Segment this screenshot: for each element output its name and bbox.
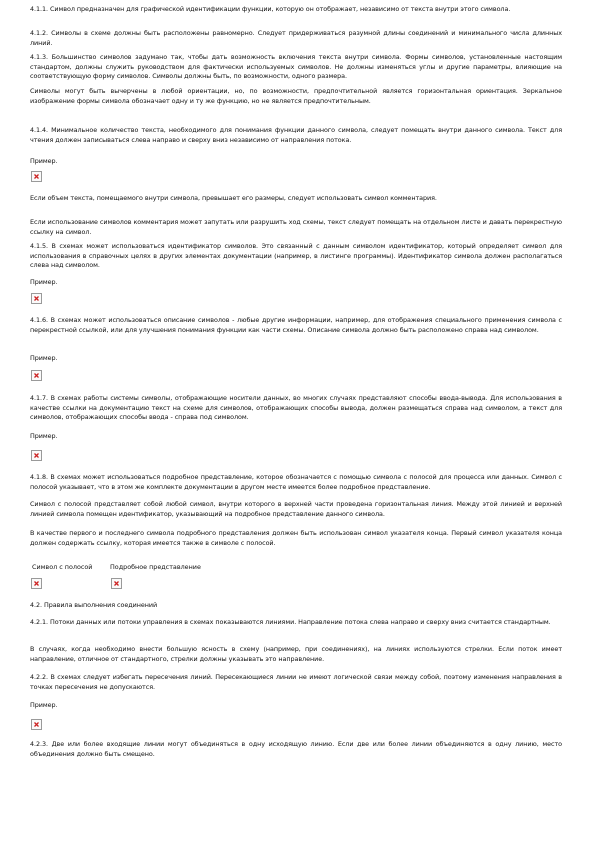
example-label: Пример. [30, 354, 58, 362]
paragraph-comment-symbol: Если объем текста, помещаемого внутри символа, превышает его размеры, следует использовать символ комментария. [30, 194, 437, 202]
broken-image-icon [31, 370, 42, 381]
paragraph-4-2-2: 4.2.2. В схемах следует избегать пересечения линий. Пересекающиеся линии не имеют логической связи между собой, поэтому изменения направления в точках пересечения не допускаются. [30, 673, 562, 691]
broken-image-icon [31, 578, 42, 589]
broken-image-icon [31, 171, 42, 182]
paragraph-4-1-3: 4.1.3. Большинство символов задумано так, чтобы дать возможность включения текста внутри символа. Формы символов, установленные настоящим стандартом, должны служить руководством для фактически используемых символов. Не должны изменяться углы и другие параметры, влияющие на соответствующую форму символов. Символы должны быть, по возможности, одного размера. [30, 53, 562, 81]
paragraph-4-1-7: 4.1.7. В схемах работы системы символы, отображающие носители данных, во многих случаях представляют способы ввода-вывода. Для использования в качестве ссылки на документацию текст на схеме для символов, отображающих способы вывода, должен размещаться справа над символом, а текст для символов, отображающих способы ввода - справа под символом. [30, 394, 562, 422]
paragraph-4-1-5: 4.1.5. В схемах может использоваться идентификатор символов. Это связанный с данным символом идентификатор, который определяет символ для использования в справочных целях в других элементах документации (например, в листинге программы). Идентификатор символа должен располагаться слева над символом. [30, 242, 562, 270]
example-label: Пример. [30, 278, 58, 286]
paragraph-4-1-6: 4.1.6. В схемах может использоваться описание символов - любые другие информации, например, для отображения специального применения символа с перекрестной ссылкой, или для улучшения понимания функции как части схемы. Описание символа должно быть расположено справа над символом. [30, 316, 562, 334]
broken-image-icon [31, 719, 42, 730]
paragraph-4-1-1: 4.1.1. Символ предназначен для графической идентификации функции, которую он отображает, независимо от текста внутри этого символа. [30, 5, 511, 13]
paragraph-striped-symbol: Символ с полосой представляет собой любой символ, внутри которого в верхней части проведена горизонтальная линия. Между этой линией и верхней линией символа помещен идентификатор, указывающий на подробное представление данного символа. [30, 500, 562, 518]
paragraph-terminator: В качестве первого и последнего символа подробного представления должен быть использован символ указателя конца. Первый символ указателя конца должен содержать ссылку, которая имеется также в символе с полосой. [30, 529, 562, 547]
broken-image-icon [111, 578, 122, 589]
paragraph-4-2-1: 4.2.1. Потоки данных или потоки управления в схемах показываются линиями. Направление потока слева направо и сверху вниз считается стандартным. [30, 618, 551, 626]
example-label: Пример. [30, 432, 58, 440]
paragraph-4-1-4: 4.1.4. Минимальное количество текста, необходимого для понимания функции данного символа, следует помещать внутри данного символа. Текст для чтения должен записываться слева направо и сверху вниз независимо от направления потока. [30, 126, 562, 144]
section-heading-4-2: 4.2. Правила выполнения соединений [30, 601, 158, 609]
caption-striped-symbol: Символ с полосой [32, 563, 93, 571]
paragraph-cross-reference: Если использование символов комментария может запутать или разрушить ход схемы, текст следует помещать на отдельном листе и давать перекрестную ссылку на символ. [30, 218, 562, 236]
caption-detailed-representation: Подробное представление [110, 563, 201, 571]
paragraph-4-1-2: 4.1.2. Символы в схеме должны быть расположены равномерно. Следует придерживаться разумной длины соединений и минимального числа длинных линий. [30, 29, 562, 47]
paragraph-4-2-3: 4.2.3. Две или более входящие линии могут объединяться в одну исходящую линию. Если две или более линии объединяются в одну линию, место объединения должно быть смещено. [30, 740, 562, 758]
broken-image-icon [31, 293, 42, 304]
example-label: Пример. [30, 157, 58, 165]
example-label: Пример. [30, 701, 58, 709]
paragraph-orientation: Символы могут быть вычерчены в любой ориентации, но, по возможности, предпочтительной является горизонтальная ориентация. Зеркальное изображение формы символа обозначает одну и ту же функцию, но не является предпочтительным. [30, 87, 562, 105]
paragraph-4-1-8: 4.1.8. В схемах может использоваться подробное представление, которое обозначается с помощью символа с полосой для процесса или данных. Символ с полосой указывает, что в этом же комплекте документации в другом месте имеется более подробное представление. [30, 473, 562, 491]
broken-image-icon [31, 450, 42, 461]
paragraph-arrows: В случаях, когда необходимо внести большую ясность в схему (например, при соединениях), на линиях используются стрелки. Если поток имеет направление, отличное от стандартного, стрелки должны указывать это направление. [30, 645, 562, 663]
